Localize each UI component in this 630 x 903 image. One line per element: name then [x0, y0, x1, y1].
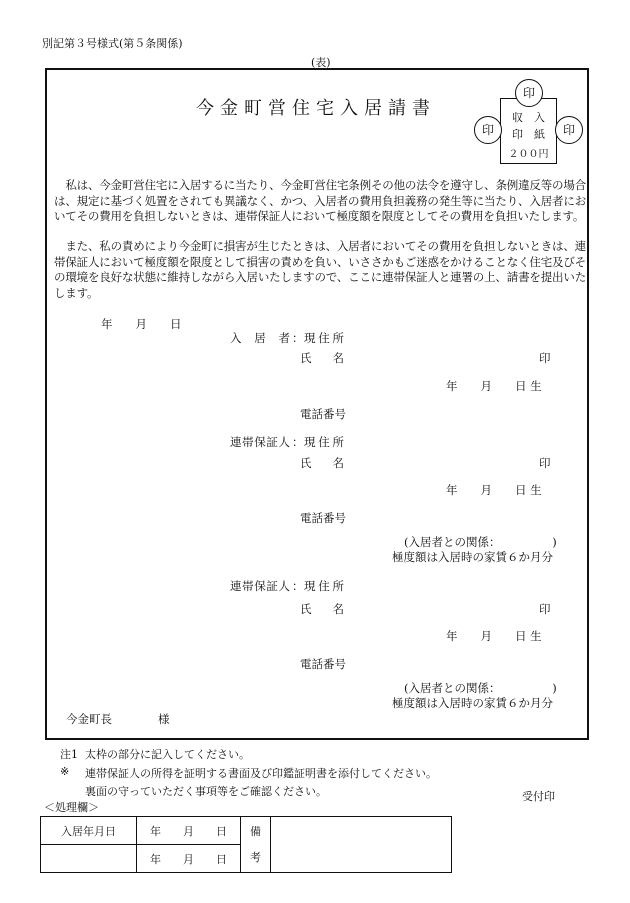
note-3-text: 裏面の守っていただく事項等をご確認ください。: [85, 785, 327, 798]
resident-seal: 印: [539, 351, 551, 365]
move-in-date-cell-2: 年 月 日: [137, 845, 241, 873]
honorific: 様: [158, 712, 170, 726]
received-stamp-label: 受付印: [522, 790, 555, 803]
guarantor-2-seal: 印: [539, 602, 551, 616]
guarantor-1-name-label: 氏名: [300, 456, 344, 470]
seal-mark-left: 印: [474, 116, 502, 144]
guarantor-1-seal: 印: [539, 456, 551, 470]
guarantor-2-address-label: 現住所: [304, 579, 344, 593]
resident-address-label: 現住所: [304, 331, 344, 345]
pledge-paragraph-2: また、私の責めにより今金町に損害が生じたときは、入居者においてその費用を負担しないときは、連帯保証人において極度額を限度として損害の責めを負い、いささかもご迷惑をかけることなく住宅及びその環境を良好な状態に維持しながら入居いたしますので、ここに連帯保証人と連署の上、請書を提出いたします。: [54, 239, 586, 300]
note-2-mark: ※: [60, 765, 70, 778]
remarks-cell: [271, 817, 452, 873]
guarantor-2-name-label: 氏名: [300, 602, 344, 616]
guarantor-2-limit-line: 極度額は入居時の家賃６か月分: [392, 696, 553, 710]
guarantor-1-phone-label: 電話番号: [300, 511, 346, 525]
move-in-date-label: 入居年月日: [41, 817, 137, 845]
note-2-text: 連帯保証人の所得を証明する書面及び印鑑証明書を添付してください。: [85, 767, 437, 780]
remarks-label-1: 備: [250, 824, 261, 838]
remarks-label: [241, 817, 271, 873]
resident-label: 入居者: [230, 331, 290, 345]
guarantor-1-colon: ：: [292, 435, 304, 449]
remarks-label-2: 考: [250, 850, 261, 864]
guarantor-1-limit-line: 極度額は入居時の家賃６か月分: [392, 550, 553, 564]
pledge-paragraph-1: 私は、今金町営住宅に入居するに当たり、今金町営住宅条例その他の法令を遵守し、条例違反等の場合は、規定に基づく処置をされても異議なく、かつ、入居者の費用負担義務の発生等に当たり、入居者においてその費用を負担しないときは、連帯保証人において極度額を限度としてその費用を負担いたします。: [54, 178, 586, 223]
guarantor-1-relation-line: (入居者との関係： ): [404, 535, 557, 549]
guarantor-2-label: 連帯保証人: [230, 579, 290, 593]
resident-birth-line: 年 月 日 生: [446, 379, 542, 393]
guarantor-2-phone-label: 電話番号: [300, 657, 346, 671]
revenue-stamp-line2: 印 紙: [512, 128, 545, 141]
revenue-stamp-amount: ２００円: [508, 149, 549, 160]
revenue-stamp-line1: 収 入: [512, 111, 545, 124]
note-1-text: 太枠の部分に記入してください。: [85, 748, 250, 761]
guarantor-1-address-label: 現住所: [304, 435, 344, 449]
guarantor-2-relation-line: (入居者との関係： ): [404, 681, 557, 695]
form-number: 別記第３号様式(第５条関係): [42, 37, 183, 50]
processing-heading: ＜処理欄＞: [44, 801, 99, 814]
guarantor-2-colon: ：: [292, 579, 304, 593]
move-in-date-blank-cell: [41, 845, 137, 873]
revenue-stamp-box: [500, 98, 557, 164]
move-in-date-cell-1: 年 月 日: [137, 817, 241, 845]
guarantor-2-birth-line: 年 月 日 生: [446, 629, 542, 643]
side-label: (表): [311, 56, 331, 69]
addressee: 今金町長: [66, 712, 112, 726]
page-title: 今金町営住宅入居請書: [196, 98, 436, 119]
seal-mark-top: 印: [515, 79, 543, 107]
guarantor-1-birth-line: 年 月 日 生: [446, 483, 542, 497]
seal-mark-right: 印: [555, 116, 583, 144]
note-1-mark: 注1: [60, 748, 78, 761]
resident-phone-label: 電話番号: [300, 407, 346, 421]
guarantor-1-label: 連帯保証人: [230, 435, 290, 449]
resident-name-label: 氏名: [300, 351, 344, 365]
resident-colon: ：: [292, 331, 304, 345]
date-line: 年 月 日: [101, 317, 182, 331]
processing-table: [40, 816, 452, 873]
